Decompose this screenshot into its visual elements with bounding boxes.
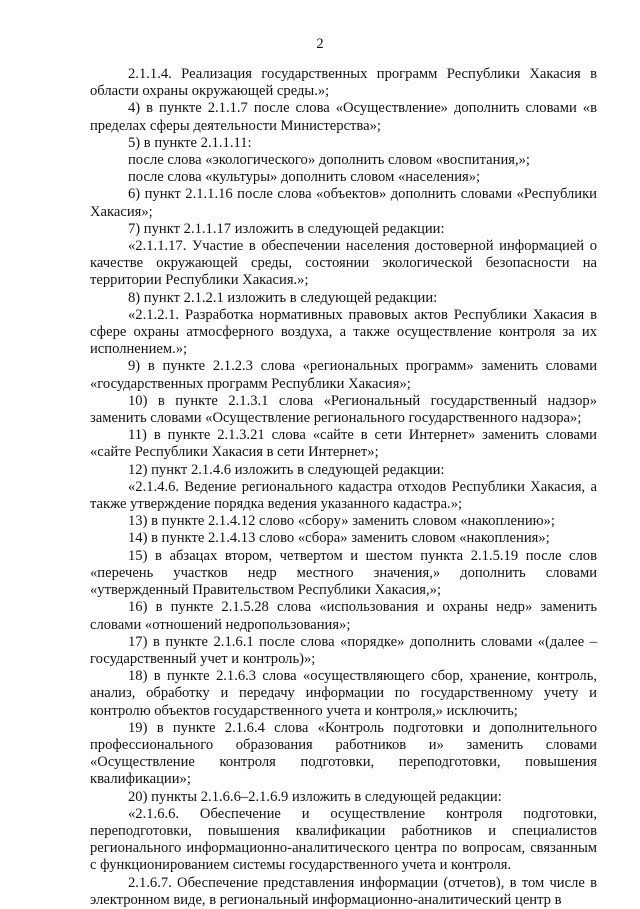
- page-number: 2: [316, 36, 324, 52]
- paragraph: «2.1.4.6. Ведение регионального кадастра отходов Республики Хакасия, а также утверждение порядка ведения указанного кадастра.»;: [90, 478, 597, 513]
- paragraph: «2.1.2.1. Разработка нормативных правовых актов Республики Хакасия в сфере охраны атмосферного воздуха, а также осуществление контроля за их исполнением.»;: [90, 306, 597, 358]
- paragraph: 5) в пункте 2.1.1.11:: [128, 134, 252, 151]
- paragraph: после слова «культуры» дополнить словом «населения»;: [128, 169, 481, 186]
- paragraph: 7) пункт 2.1.1.17 изложить в следующей редакции:: [128, 220, 445, 237]
- paragraph: 20) пункты 2.1.6.6–2.1.6.9 изложить в следующей редакции:: [128, 788, 502, 805]
- paragraph: 6) пункт 2.1.1.16 после слова «объектов» дополнить словами «Республики Хакасия»;: [90, 186, 597, 220]
- paragraph: 13) в пункте 2.1.4.12 слово «сбору» заменить словом «накоплению»;: [128, 513, 555, 530]
- paragraph: 15) в абзацах втором, четвертом и шестом пункта 2.1.5.19 после слов «перечень участков недр местного значения,» дополнить словами «утвержденный Правительством Республики Хакасия,»;: [90, 547, 597, 599]
- paragraph: «2.1.1.17. Участие в обеспечении населения достоверной информацией о качестве окружающей среды, состоянии экологической безопасности на территории Республики Хакасия.»;: [90, 238, 597, 289]
- paragraph: 16) в пункте 2.1.5.28 слова «использования и охраны недр» заменить словами «отношений недропользования»;: [90, 599, 597, 633]
- paragraph: 10) в пункте 2.1.3.1 слова «Региональный государственный надзор» заменить словами «Осуществление регионального государственного надзора»;: [90, 392, 597, 427]
- paragraph: 14) в пункте 2.1.4.13 слово «сбора» заменить словом «накопления»;: [128, 530, 550, 547]
- paragraph: 12) пункт 2.1.4.6 изложить в следующей редакции:: [128, 461, 445, 478]
- paragraph: 4) в пункте 2.1.1.7 после слова «Осуществление» дополнить словами «в пределах сферы деятельности Министерства»;: [90, 100, 597, 134]
- paragraph: 2.1.6.7. Обеспечение представления информации (отчетов), в том числе в электронном виде, в региональный информационно-аналитический центр в: [90, 874, 597, 908]
- paragraph: 8) пункт 2.1.2.1 изложить в следующей редакции:: [128, 289, 438, 306]
- paragraph: 18) в пункте 2.1.6.3 слова «осуществляющего сбор, хранение, контроль, анализ, обработку и передачу информации по государственному учету и контролю объектов государственного учета и контроля,» исключить;: [90, 668, 597, 719]
- paragraph: 19) в пункте 2.1.6.4 слова «Контроль подготовки и дополнительного профессионального образования работников и» заменить словами «Осуществление контроля подготовки, переподготовки, повышения квалификации»;: [90, 719, 597, 788]
- paragraph: после слова «экологического» дополнить словом «воспитания,»;: [128, 152, 530, 169]
- paragraph: 2.1.1.4. Реализация государственных программ Республики Хакасия в области охраны окружающей среды.»;: [90, 66, 597, 100]
- paragraph: 17) в пункте 2.1.6.1 после слова «порядке» дополнить словами «(далее – государственный учет и контроль)»;: [90, 633, 597, 667]
- document-body: [90, 66, 597, 909]
- paragraph: 9) в пункте 2.1.2.3 слова «региональных программ» заменить словами «государственных программ Республики Хакасия»;: [90, 358, 597, 392]
- paragraph: 11) в пункте 2.1.3.21 слова «сайте в сети Интернет» заменить словами «сайте Республики Хакасия в сети Интернет»;: [90, 427, 597, 461]
- paragraph: «2.1.6.6. Обеспечение и осуществление контроля подготовки, переподготовки, повышения квалификации работников и специалистов регионального информационно-аналитического центра по вопросам, связанным с функционированием системы государственного учета и контроля.: [90, 805, 597, 874]
